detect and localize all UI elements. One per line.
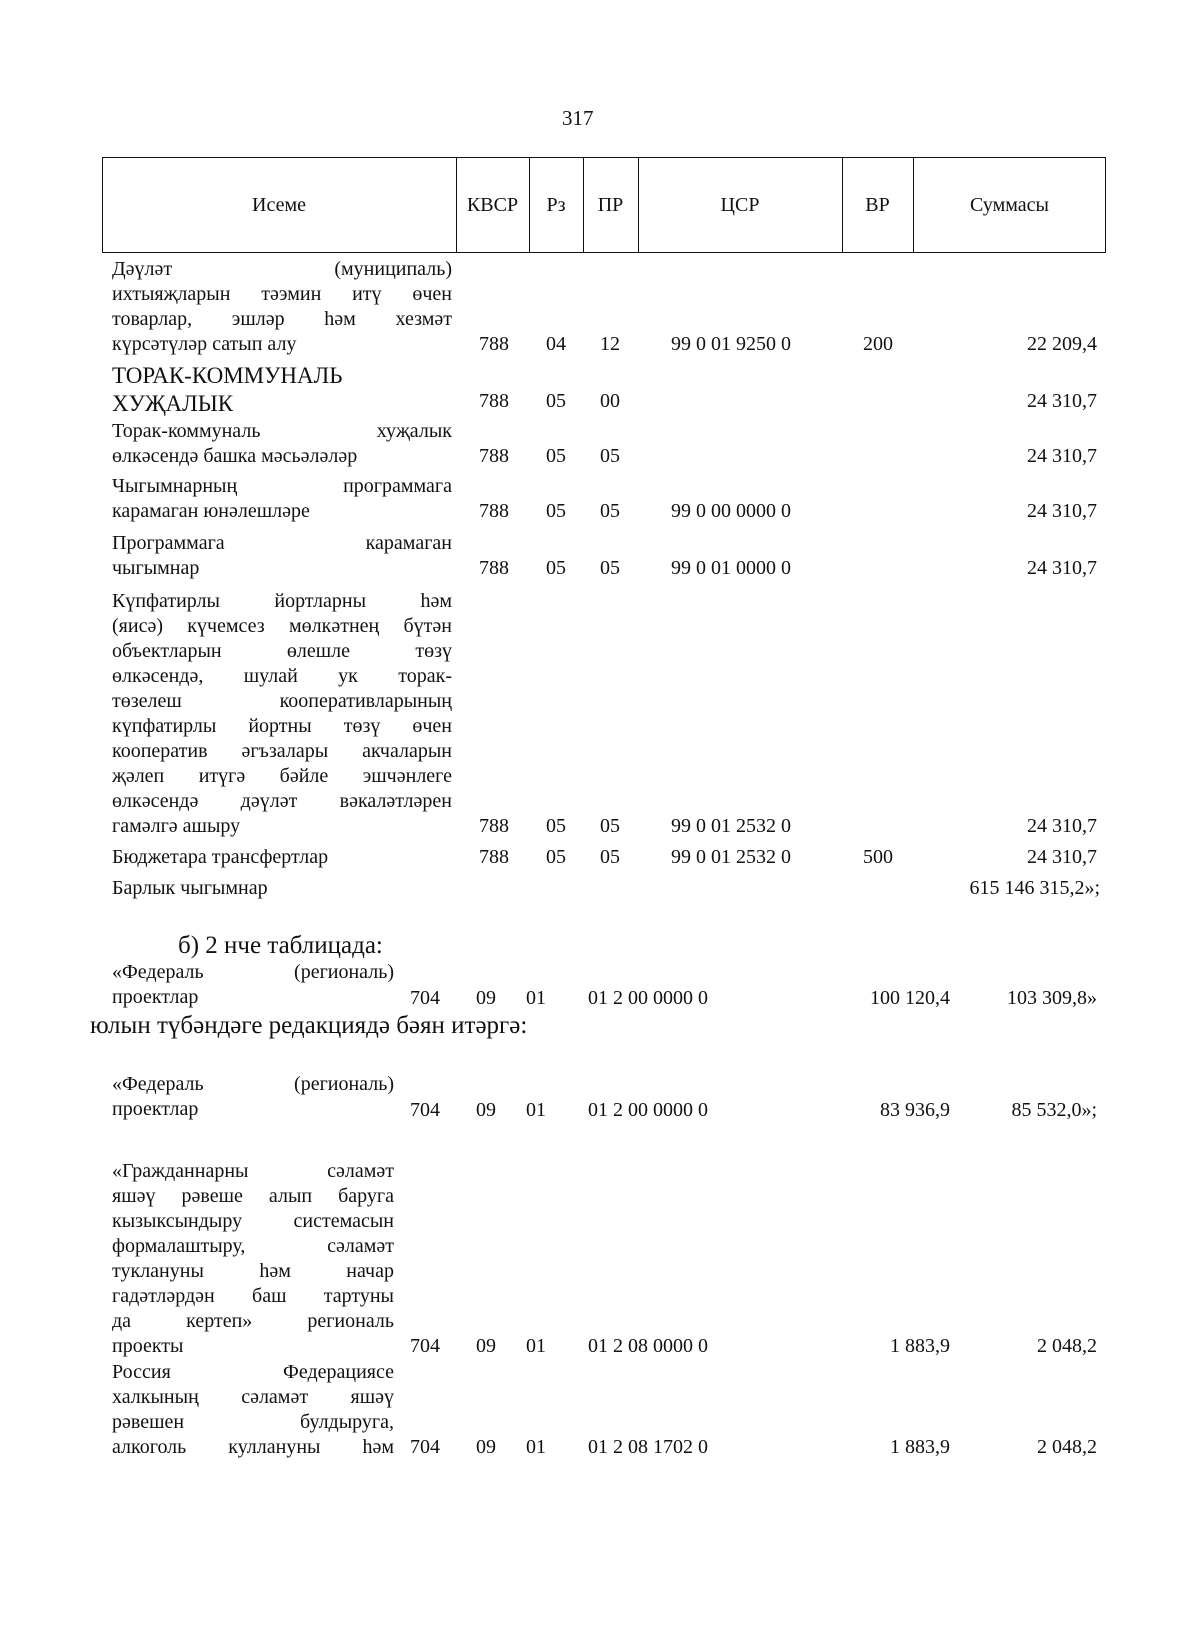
table-cell-pr: 05	[600, 500, 620, 522]
table-cell-kvsr: 788	[479, 500, 509, 522]
instruction-text: юлын түбәндәге редакциядә бәян итәргә:	[90, 1012, 528, 1039]
table-cell-sum: 22 209,4	[1027, 333, 1097, 355]
table-cell-rz: 04	[546, 333, 566, 355]
header-csr: ЦСР	[720, 193, 760, 216]
table-cell-csr: 99 0 01 2532 0	[671, 815, 791, 837]
table-row-name: Бюджетара трансфертлар	[112, 846, 329, 868]
new-row-kvsr: 704	[410, 1335, 440, 1357]
header-pr: ПР	[597, 193, 624, 216]
new-row-name: «Гражданнарны сәламәт яшәү рәвеше алып баруга кызыксындыру системасын формалаштыру, сәламәт туклануны һәм начар гадәтләрдән баш тартуны да кертеп» региональ проекты	[112, 1160, 394, 1357]
new-row-sum1: 1 883,9	[890, 1335, 950, 1357]
table-cell-rz: 05	[546, 445, 566, 467]
table-cell-sum: 24 310,7	[1027, 815, 1097, 837]
new-row-pr: 01	[526, 1099, 546, 1121]
header-vr: ВР	[865, 193, 890, 216]
total-sum: 615 146 315,2»;	[969, 877, 1100, 899]
table-cell-sum: 24 310,7	[1027, 557, 1097, 579]
table-cell-sum: 24 310,7	[1027, 445, 1097, 467]
new-row-csr: 01 2 08 1702 0	[588, 1436, 708, 1458]
new-row-kvsr: 704	[410, 1436, 440, 1458]
table-row-name: Күпфатирлы йортларны һәм (яисә) күчемсез мөлкәтнең бүтән объектларын өлешле төзү өлкәсендә, шулай ук торак- төзелеш кооперативларының күпфатирлы йортны төзү өчен кооператив әгъзалары акчаларын җәлеп итүгә бәйле эшчәнлеге өлкәсендә дәүләт вәкаләтләрен гамәлгә ашыру	[112, 590, 452, 837]
table-cell-kvsr: 788	[479, 815, 509, 837]
table-row-name: Дәүләт (муниципаль) ихтыяҗларын тәэмин итү өчен товарлар, эшләр һәм хезмәт күрсәтүләр сатып алу	[112, 258, 452, 355]
table-row-name: ТОРАК-КОММУНАЛЬ ХУҖАЛЫК	[112, 363, 343, 416]
header-rz: Рз	[546, 193, 566, 216]
old-row-kvsr: 704	[410, 987, 440, 1009]
table-cell-rz: 05	[546, 846, 566, 868]
new-row-sum2: 2 048,2	[1037, 1436, 1097, 1458]
table-cell-kvsr: 788	[479, 390, 509, 412]
old-row-sum2: 103 309,8»	[1007, 987, 1097, 1009]
table-cell-kvsr: 788	[479, 557, 509, 579]
table-cell-sum: 24 310,7	[1027, 500, 1097, 522]
table-cell-kvsr: 788	[479, 333, 509, 355]
old-row-csr: 01 2 00 0000 0	[588, 987, 708, 1009]
table-cell-kvsr: 788	[479, 846, 509, 868]
table-cell-csr: 99 0 01 9250 0	[671, 333, 791, 355]
header-kvsr: КВСР	[466, 193, 519, 216]
table-row-name: Торак-коммуналь хуҗалык өлкәсендә башка мәсьәләләр	[112, 420, 452, 467]
table-cell-pr: 05	[600, 846, 620, 868]
new-row-name: Россия Федерациясе халкының сәламәт яшәү рәвешен булдыруга, алкоголь куллануны һәм	[112, 1361, 394, 1458]
new-row-name: «Федераль (региональ) проектлар	[112, 1073, 394, 1120]
table-cell-pr: 00	[600, 390, 620, 412]
header-name: Исеме	[252, 193, 306, 216]
table-row-name: Чыгымнарның программага карамаган юнәлешләре	[112, 475, 452, 522]
new-row-pr: 01	[526, 1335, 546, 1357]
new-row-kvsr: 704	[410, 1099, 440, 1121]
old-row-name: «Федераль (региональ) проектлар	[112, 961, 394, 1008]
new-row-sum1: 83 936,9	[880, 1099, 950, 1121]
new-row-csr: 01 2 08 0000 0	[588, 1335, 708, 1357]
table-row-name: Программага карамаган чыгымнар	[112, 532, 452, 579]
table-cell-pr: 05	[600, 815, 620, 837]
table-cell-kvsr: 788	[479, 445, 509, 467]
table-cell-rz: 05	[546, 815, 566, 837]
table-cell-rz: 05	[546, 557, 566, 579]
table-cell-rz: 05	[546, 500, 566, 522]
new-row-sum2: 85 532,0»;	[1011, 1099, 1097, 1121]
new-row-pr: 01	[526, 1436, 546, 1458]
table-cell-rz: 05	[546, 390, 566, 412]
table-cell-pr: 05	[600, 557, 620, 579]
page-number: 317	[562, 106, 594, 130]
new-row-rz: 09	[476, 1436, 496, 1458]
new-row-csr: 01 2 00 0000 0	[588, 1099, 708, 1121]
old-row-sum1: 100 120,4	[870, 987, 950, 1009]
old-row-rz: 09	[476, 987, 496, 1009]
new-row-sum2: 2 048,2	[1037, 1335, 1097, 1357]
new-row-rz: 09	[476, 1099, 496, 1121]
old-row-pr: 01	[526, 987, 546, 1009]
header-sum: Суммасы	[970, 193, 1049, 216]
table-cell-sum: 24 310,7	[1027, 390, 1097, 412]
section-heading: б) 2 нче таблицада:	[178, 932, 383, 959]
table-cell-csr: 99 0 00 0000 0	[671, 500, 791, 522]
table-cell-csr: 99 0 01 0000 0	[671, 557, 791, 579]
new-row-rz: 09	[476, 1335, 496, 1357]
new-row-sum1: 1 883,9	[890, 1436, 950, 1458]
table-cell-vr: 500	[863, 846, 893, 868]
table-cell-csr: 99 0 01 2532 0	[671, 846, 791, 868]
table-cell-pr: 12	[600, 333, 620, 355]
total-label: Барлык чыгымнар	[112, 877, 268, 899]
table-cell-sum: 24 310,7	[1027, 846, 1097, 868]
table-cell-pr: 05	[600, 445, 620, 467]
table-cell-vr: 200	[863, 333, 893, 355]
